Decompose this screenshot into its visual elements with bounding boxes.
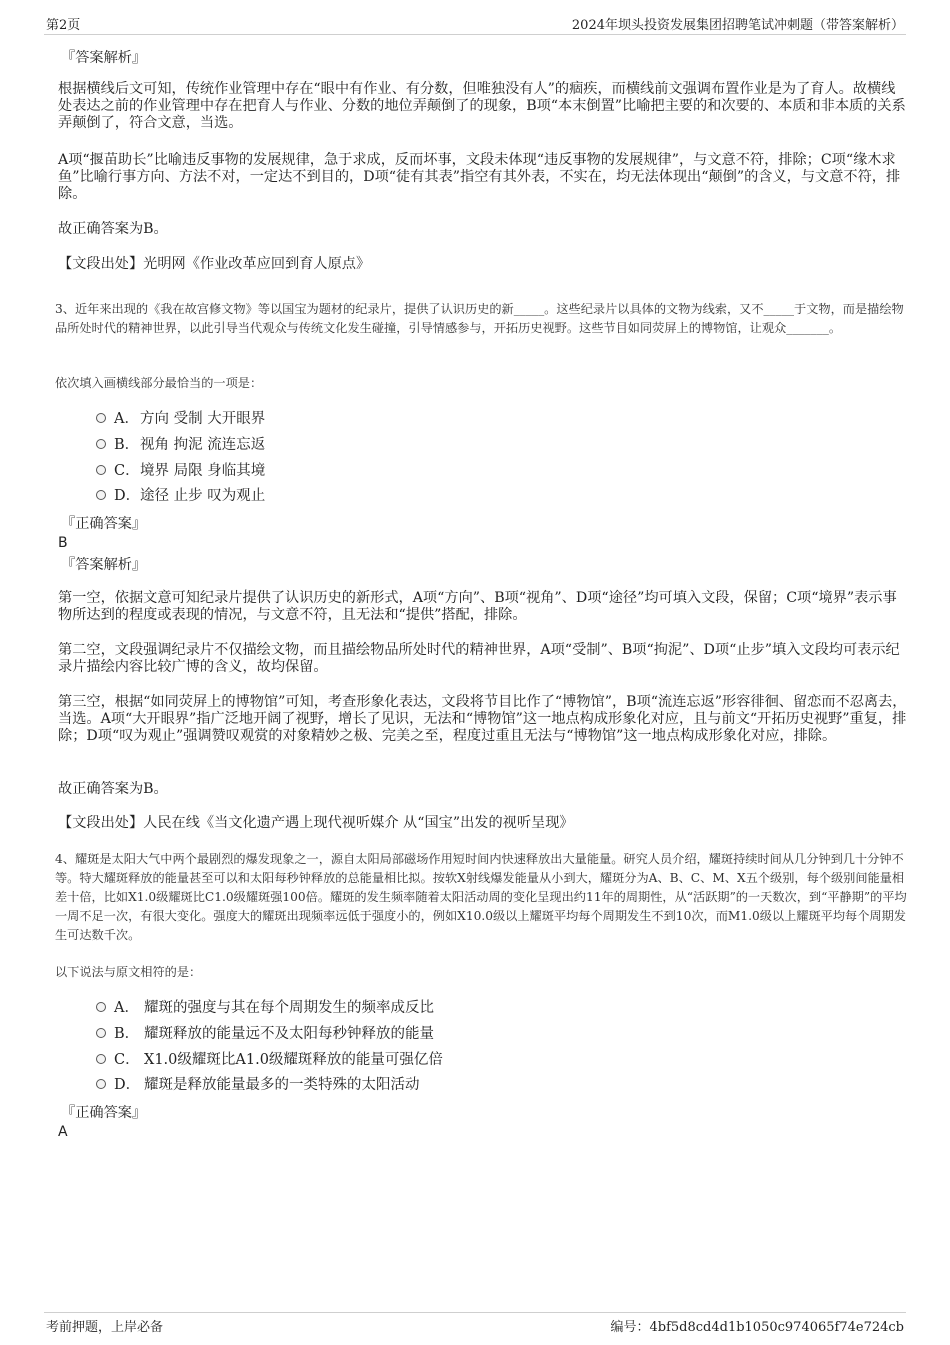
page-footer [44, 1312, 906, 1333]
radio-icon[interactable] [96, 1079, 106, 1089]
footer-slogan: 考前押题，上岸必备 [46, 1320, 164, 1335]
q4-correct-label: 『正确答案』 [61, 1105, 147, 1121]
q4-option-c[interactable] [96, 1051, 443, 1069]
radio-icon[interactable] [96, 1028, 106, 1038]
q4-option-a[interactable] [96, 999, 434, 1017]
option-text: 耀斑释放的能量远不及太阳每秒钟释放的能量 [144, 1026, 434, 1042]
document-id: 编号：4bf5d8cd4d1b1050c974065f74e724cb [610, 1320, 904, 1335]
option-letter: C． [114, 1052, 140, 1068]
q2-source: 【文段出处】光明网《作业改革应回到育人原点》 [58, 256, 371, 272]
q2-conclusion: 故正确答案为B。 [58, 221, 168, 237]
option-text: 耀斑是释放能量最多的一类特殊的太阳活动 [144, 1077, 420, 1093]
option-text: 境界 局限 身临其境 [140, 463, 266, 479]
q3-analysis-p3: 第三空，根据“如同荧屏上的博物馆”可知，考查形象化表达，文段将节目比作了“博物馆”，B项“流连忘返”形容徘徊、留恋而不忍离去，当选。A项“大开眼界”指广泛地开阔了视野，增长了见识，无法和“博物馆”这一地点构成形象化对应，且与前文“开拓历史视野”重复，排除；D项“叹为观止”强调赞叹观赏的对象精妙之极、完美之至，程度过重且无法与“博物馆”这一地点构成形象化对应，排除。 [58, 694, 907, 744]
q2-analysis-label: 『答案解析』 [61, 50, 147, 66]
q3-correct-answer: B [58, 535, 68, 551]
option-letter: A． [114, 411, 139, 427]
q3-source: 【文段出处】人民在线《当文化遗产遇上现代视听媒介 从“国宝”出发的视听呈现》 [58, 815, 574, 831]
page-number: 第2页 [46, 18, 81, 33]
q4-stem: 4、耀斑是太阳大气中两个最剧烈的爆发现象之一，源自太阳局部磁场作用短时间内快速释放出大量能量。研究人员介绍，耀斑持续时间从几分钟到几十分钟不等。特大耀斑释放的能量甚至可以和太阳每秒钟释放的总能量相比拟。按软X射线爆发能量从小到大，耀斑分为A、B、C、M、X五个级别，每个级别间能量相差十倍，比如X1.0级耀斑比C1.0级耀斑强100倍。耀斑的发生频率随着太阳活动周的变化呈现出约11年的周期性，从“活跃期”的一天数次，到“平静期”的平均一周不足一次，有很大变化。强度大的耀斑出现频率远低于强度小的，例如X10.0级以上耀斑平均每个周期发生不到10次，而M1.0级以上耀斑平均每个周期发生可达数千次。 [55, 852, 907, 942]
radio-icon[interactable] [96, 413, 106, 423]
q3-analysis-label: 『答案解析』 [61, 557, 147, 573]
q3-option-b[interactable] [96, 436, 265, 454]
q3-option-c[interactable] [96, 462, 265, 480]
document-title: 2024年坝头投资发展集团招聘笔试冲刺题（带答案解析） [571, 18, 904, 33]
q3-analysis-p2: 第二空，文段强调纪录片不仅描绘文物，而且描绘物品所处时代的精神世界，A项“受制”、B项“拘泥”、D项“止步”填入文段均可表示纪录片描绘内容比较广博的含义，故均保留。 [58, 642, 900, 675]
option-text: 视角 拘泥 流连忘返 [140, 437, 266, 453]
option-letter: B． [114, 437, 140, 453]
q3-option-d[interactable] [96, 487, 265, 505]
q3-stem: 3、近年来出现的《我在故宫修文物》等以国宝为题材的纪录片，提供了认识历史的新_____。这些纪录片以具体的文物为线索，又不_____于文物，而是描绘物品所处时代的精神世界，以此引导当代观众与传统文化发生碰撞，引导情感参与，开拓历史视野。这些节目如同荧屏上的博物馆，让观众_______。 [55, 302, 904, 335]
q4-option-d[interactable] [96, 1076, 420, 1094]
option-text: X1.0级耀斑比A1.0级耀斑释放的能量可强亿倍 [144, 1052, 443, 1068]
q2-analysis-p1: 根据横线后文可知，传统作业管理中存在“眼中有作业、有分数，但唯独没有人”的痼疾，而横线前文强调布置作业是为了育人。故横线处表达之前的作业管理中存在把育人与作业、分数的地位弄颠倒了的现象，B项“本末倒置”比喻把主要的和次要的、本质和非本质的关系弄颠倒了，符合文意，当选。 [58, 81, 906, 131]
radio-icon[interactable] [96, 490, 106, 500]
q3-correct-label: 『正确答案』 [61, 516, 147, 532]
option-letter: C． [114, 463, 140, 479]
radio-icon[interactable] [96, 1054, 106, 1064]
option-text: 耀斑的强度与其在每个周期发生的频率成反比 [144, 1000, 434, 1016]
q3-option-a[interactable] [96, 410, 265, 428]
option-letter: B． [114, 1026, 140, 1042]
q4-option-b[interactable] [96, 1025, 434, 1043]
radio-icon[interactable] [96, 465, 106, 475]
option-text: 方向 受制 大开眼界 [140, 411, 266, 427]
radio-icon[interactable] [96, 1002, 106, 1012]
q4-correct-answer: A [58, 1124, 68, 1140]
option-letter: D． [114, 1077, 141, 1093]
q4-prompt: 以下说法与原文相符的是： [55, 965, 202, 979]
option-text: 途径 止步 叹为观止 [140, 488, 266, 504]
page-header [44, 14, 906, 35]
q3-prompt: 依次填入画横线部分最恰当的一项是： [55, 376, 263, 390]
q3-analysis-p1: 第一空，依据文意可知纪录片提供了认识历史的新形式，A项“方向”、B项“视角”、D项“途径”均可填入文段，保留；C项“境界”表示事物所达到的程度或表现的情况，与文意不符，且无法和“提供”搭配，排除。 [58, 590, 897, 623]
option-letter: D． [114, 488, 141, 504]
q3-conclusion: 故正确答案为B。 [58, 781, 168, 797]
q2-analysis-p2: A项“揠苗助长”比喻违反事物的发展规律，急于求成，反而坏事，文段未体现“违反事物的发展规律”，与文意不符，排除；C项“缘木求鱼”比喻行事方向、方法不对，一定达不到目的，D项“徒有其表”指空有其外表，不实在，均无法体现出“颠倒”的含义，与文意不符，排除。 [58, 152, 901, 202]
option-letter: A． [114, 1000, 139, 1016]
radio-icon[interactable] [96, 439, 106, 449]
